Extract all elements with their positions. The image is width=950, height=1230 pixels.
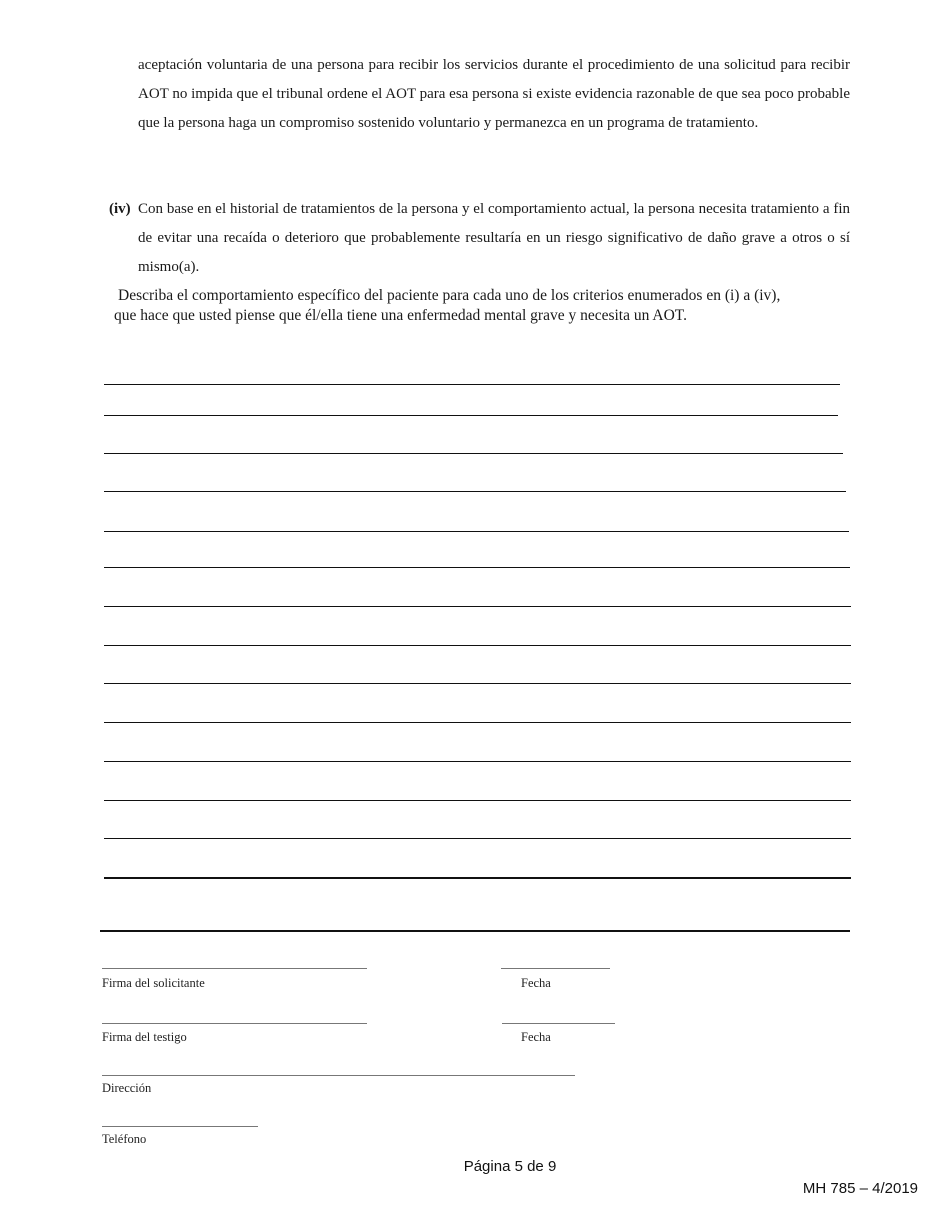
date-label-1: Fecha	[521, 976, 551, 990]
address-label: Dirección	[102, 1081, 152, 1095]
writing-line[interactable]	[104, 531, 849, 532]
writing-line[interactable]	[104, 800, 851, 801]
instruction-text	[114, 286, 854, 326]
witness-signature-label: Firma del testigo	[102, 1030, 187, 1044]
criterion-iv-text: Con base en el historial de tratamientos de la persona y el comportamiento actual, la persona necesita tratamiento a fin de evitar una recaída o deterioro que probablemente resultaría en un riesgo significativo de daño grave a otros o sí mismo(a).	[138, 201, 850, 275]
writing-line[interactable]	[104, 415, 838, 416]
phone-label: Teléfono	[102, 1132, 147, 1146]
applicant-signature-line[interactable]	[102, 968, 367, 969]
page-number: Página 5 de 9	[463, 1158, 557, 1175]
writing-line[interactable]	[104, 761, 851, 762]
writing-line[interactable]	[104, 384, 840, 385]
writing-line[interactable]	[100, 930, 850, 932]
date-label-2: Fecha	[521, 1030, 551, 1044]
criterion-iv-label: (iv)	[109, 201, 131, 217]
date-line-1[interactable]	[501, 968, 610, 969]
instruction-line-1: Describa el comportamiento específico del paciente para cada uno de los criterios enumerados en (i) a (iv),	[118, 287, 781, 304]
witness-signature-line[interactable]	[102, 1023, 367, 1024]
phone-line[interactable]	[102, 1126, 258, 1127]
writing-line[interactable]	[104, 453, 843, 454]
writing-line[interactable]	[104, 722, 851, 723]
writing-line[interactable]	[104, 567, 850, 568]
applicant-signature-label: Firma del solicitante	[102, 976, 205, 990]
writing-line[interactable]	[104, 645, 851, 646]
writing-line[interactable]	[104, 491, 846, 492]
writing-line[interactable]	[104, 683, 851, 684]
writing-line[interactable]	[104, 606, 851, 607]
instruction-line-2: que hace que usted piense que él/ella tiene una enfermedad mental grave y necesita un AOT.	[114, 307, 687, 324]
writing-line[interactable]	[104, 877, 851, 879]
writing-line[interactable]	[104, 838, 851, 839]
form-number: MH 785 – 4/2019	[802, 1180, 918, 1197]
continuation-paragraph: aceptación voluntaria de una persona para recibir los servicios durante el procedimiento de una solicitud para recibir AOT no impida que el tribunal ordene el AOT para esa persona si existe evidencia razonable de que sea poco probable que la persona haga un compromiso sostenido voluntario y permanezca en un programa de tratamiento.	[138, 57, 850, 131]
date-line-2[interactable]	[502, 1023, 615, 1024]
address-line[interactable]	[102, 1075, 575, 1076]
